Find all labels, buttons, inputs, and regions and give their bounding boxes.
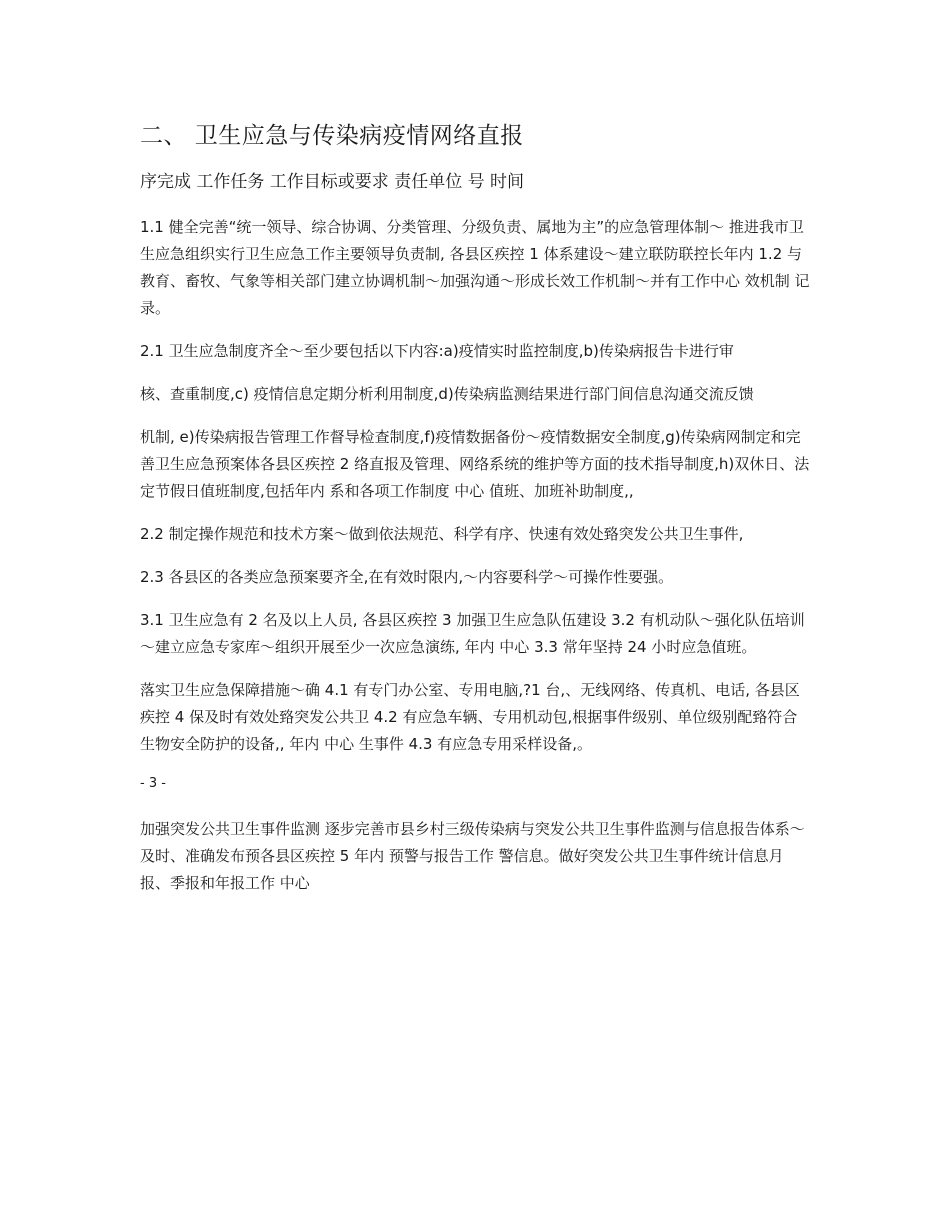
section-heading: 二、 卫生应急与传染病疫情网络直报 [140, 123, 524, 149]
paragraph-2-1: 2.1 卫生应急制度齐全～至少要包括以下内容:a)疫情实时监控制度,b)传染病报告卡进行审 [140, 342, 734, 360]
paragraph-2-1-cont-a: 核、查重制度,c) 疫情信息定期分析利用制度,d)传染病监测结果进行部门间信息沟通交流反馈 [140, 385, 754, 403]
paragraph-2-1-cont-b: 机制, e)传染病报告管理工作督导检查制度,f)疫情数据备份～疫情数据安全制度,g)传染病网制定和完善卫生应急预案体各县区疾控 2 络直报及管理、网络系统的维护等方面的技术指导制度,h)双休日、法定节假日值班制度,包括年内 系和各项工作制度 中心 值班、加班补助制度,, [140, 428, 810, 500]
paragraph-2-2: 2.2 制定操作规范和技术方案～做到依法规范、科学有序、快速有效处臵突发公共卫生事件, [140, 525, 744, 543]
paragraph-4: 落实卫生应急保障措施～确 4.1 有专门办公室、专用电脑,?1 台,、无线网络、传真机、电话, 各县区疾控 4 保及时有效处臵突发公共卫 4.2 有应急车辆、专用机动包,根据事件级别、单位级别配臵符合生物安全防护的设备,, 年内 中心 生事件 4.3 有应急专用采样设备,。 [140, 681, 800, 753]
paragraph-2-3: 2.3 各县区的各类应急预案要齐全,在有效时限内,～内容要科学～可操作性要强。 [140, 568, 674, 586]
paragraph-3: 3.1 卫生应急有 2 名及以上人员, 各县区疾控 3 加强卫生应急队伍建设 3.2 有机动队～强化队伍培训～建立应急专家库～组织开展至少一次应急演练, 年内 中心 3.3 常年坚持 24 小时应急值班。 [140, 611, 805, 656]
table-header-line: 序完成 工作任务 工作目标或要求 责任单位 号 时间 [140, 172, 525, 192]
paragraph-5: 加强突发公共卫生事件监测 逐步完善市县乡村三级传染病与突发公共卫生事件监测与信息报告体系～及时、准确发布预各县区疾控 5 年内 预警与报告工作 警信息。做好突发公共卫生事件统计信息月报、季报和年报工作 中心 [140, 820, 805, 892]
page-number: - 3 - [140, 776, 166, 791]
paragraph-1-1: 1.1 健全完善“统一领导、综合协调、分类管理、分级负责、属地为主”的应急管理体制～ 推进我市卫生应急组织实行卫生应急工作主要领导负责制, 各县区疾控 1 体系建设～建立联防联控长年内 1.2 与教育、畜牧、气象等相关部门建立协调机制～加强沟通～形成长效工作机制～并有工作中心 效机制 记录。 [140, 218, 810, 317]
document-page [140, 118, 812, 913]
